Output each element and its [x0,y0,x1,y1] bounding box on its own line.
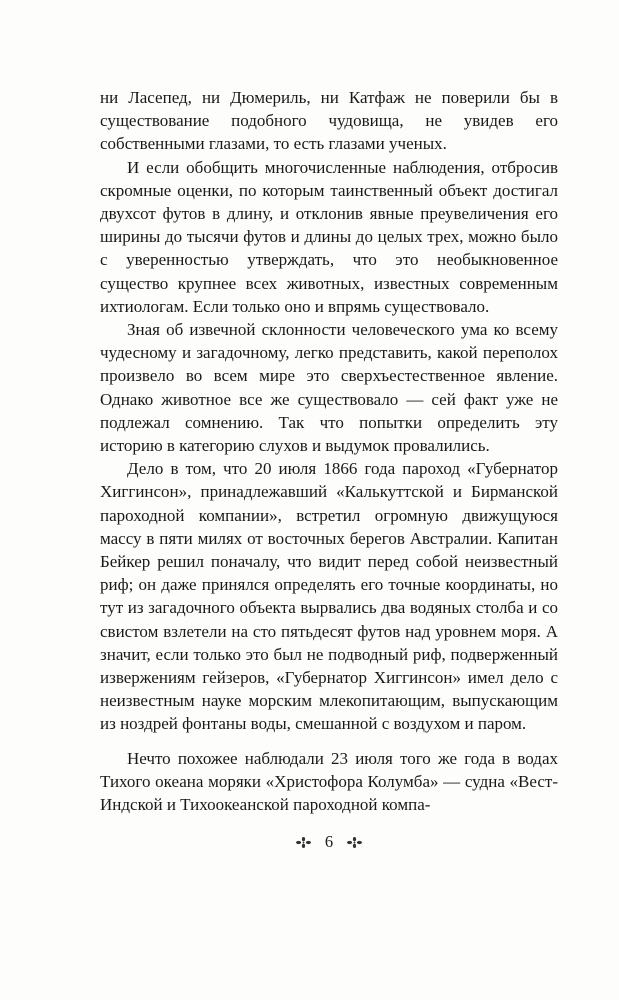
page-number: 6 [324,832,334,852]
paragraph-1: ни Ласепед, ни Дюмериль, ни Катфаж не поверили бы в существование подобного чудовища, не увидев его собственными глазами, то есть глазами ученых. [100,88,558,154]
page-text [100,86,558,816]
paragraph-3: Зная об извечной склонности человеческого ума ко всему чудесному и загадочному, легко представить, какой переполох произвело во всем мире это сверхъестественное явление. Однако животное все же существовало — сей факт уже не подлежал сомнению. Так что попытки определить эту историю в категорию слухов и выдумок провалились. [100,320,558,456]
fleuron-right-icon [346,836,363,849]
paragraph-5: Нечто похожее наблюдали 23 июля того же года в водах Тихого океана моряки «Христофора Колумба» — судна «Вест-Индской и Тихоокеанской пароходной компа- [100,748,558,815]
paragraph-4: Дело в том, что 20 июля 1866 года пароход «Губернатор Хиггинсон», принадлежавший «Калькуттской и Бирманской пароходной компании», встретил огромную движущуюся массу в пяти милях от восточных берегов Австралии. Капитан Бейкер решил поначалу, что видит перед собой неизвестный риф; он даже принялся определять его точные координаты, но тут из загадочного объекта вырвались два водяных столба и со свистом взлетели на сто пятьдесят футов над уровнем моря. А значит, если только это был не подводный риф, подверженный извержениям гейзеров, «Губернатор Хиггинсон» имел дело с неизвестным науке морским млекопитающим, выпускающим из ноздрей фонтаны воды, смешанной с воздухом и паром. [100,459,558,734]
fleuron-left-icon [295,836,312,849]
paragraph-2: И если обобщить многочисленные наблюдения, отбросив скромные оценки, по которым таинственный объект достигал двухсот футов в длину, и отклонив явные преувеличения его ширины до тысячи футов и длины до целых трех, можно было с уверенностью утверждать, что это необыкновенное существо крупнее всех животных, известных современным ихтиологам. Если только оно и впрямь существовало. [100,157,558,316]
page-footer [100,834,558,851]
